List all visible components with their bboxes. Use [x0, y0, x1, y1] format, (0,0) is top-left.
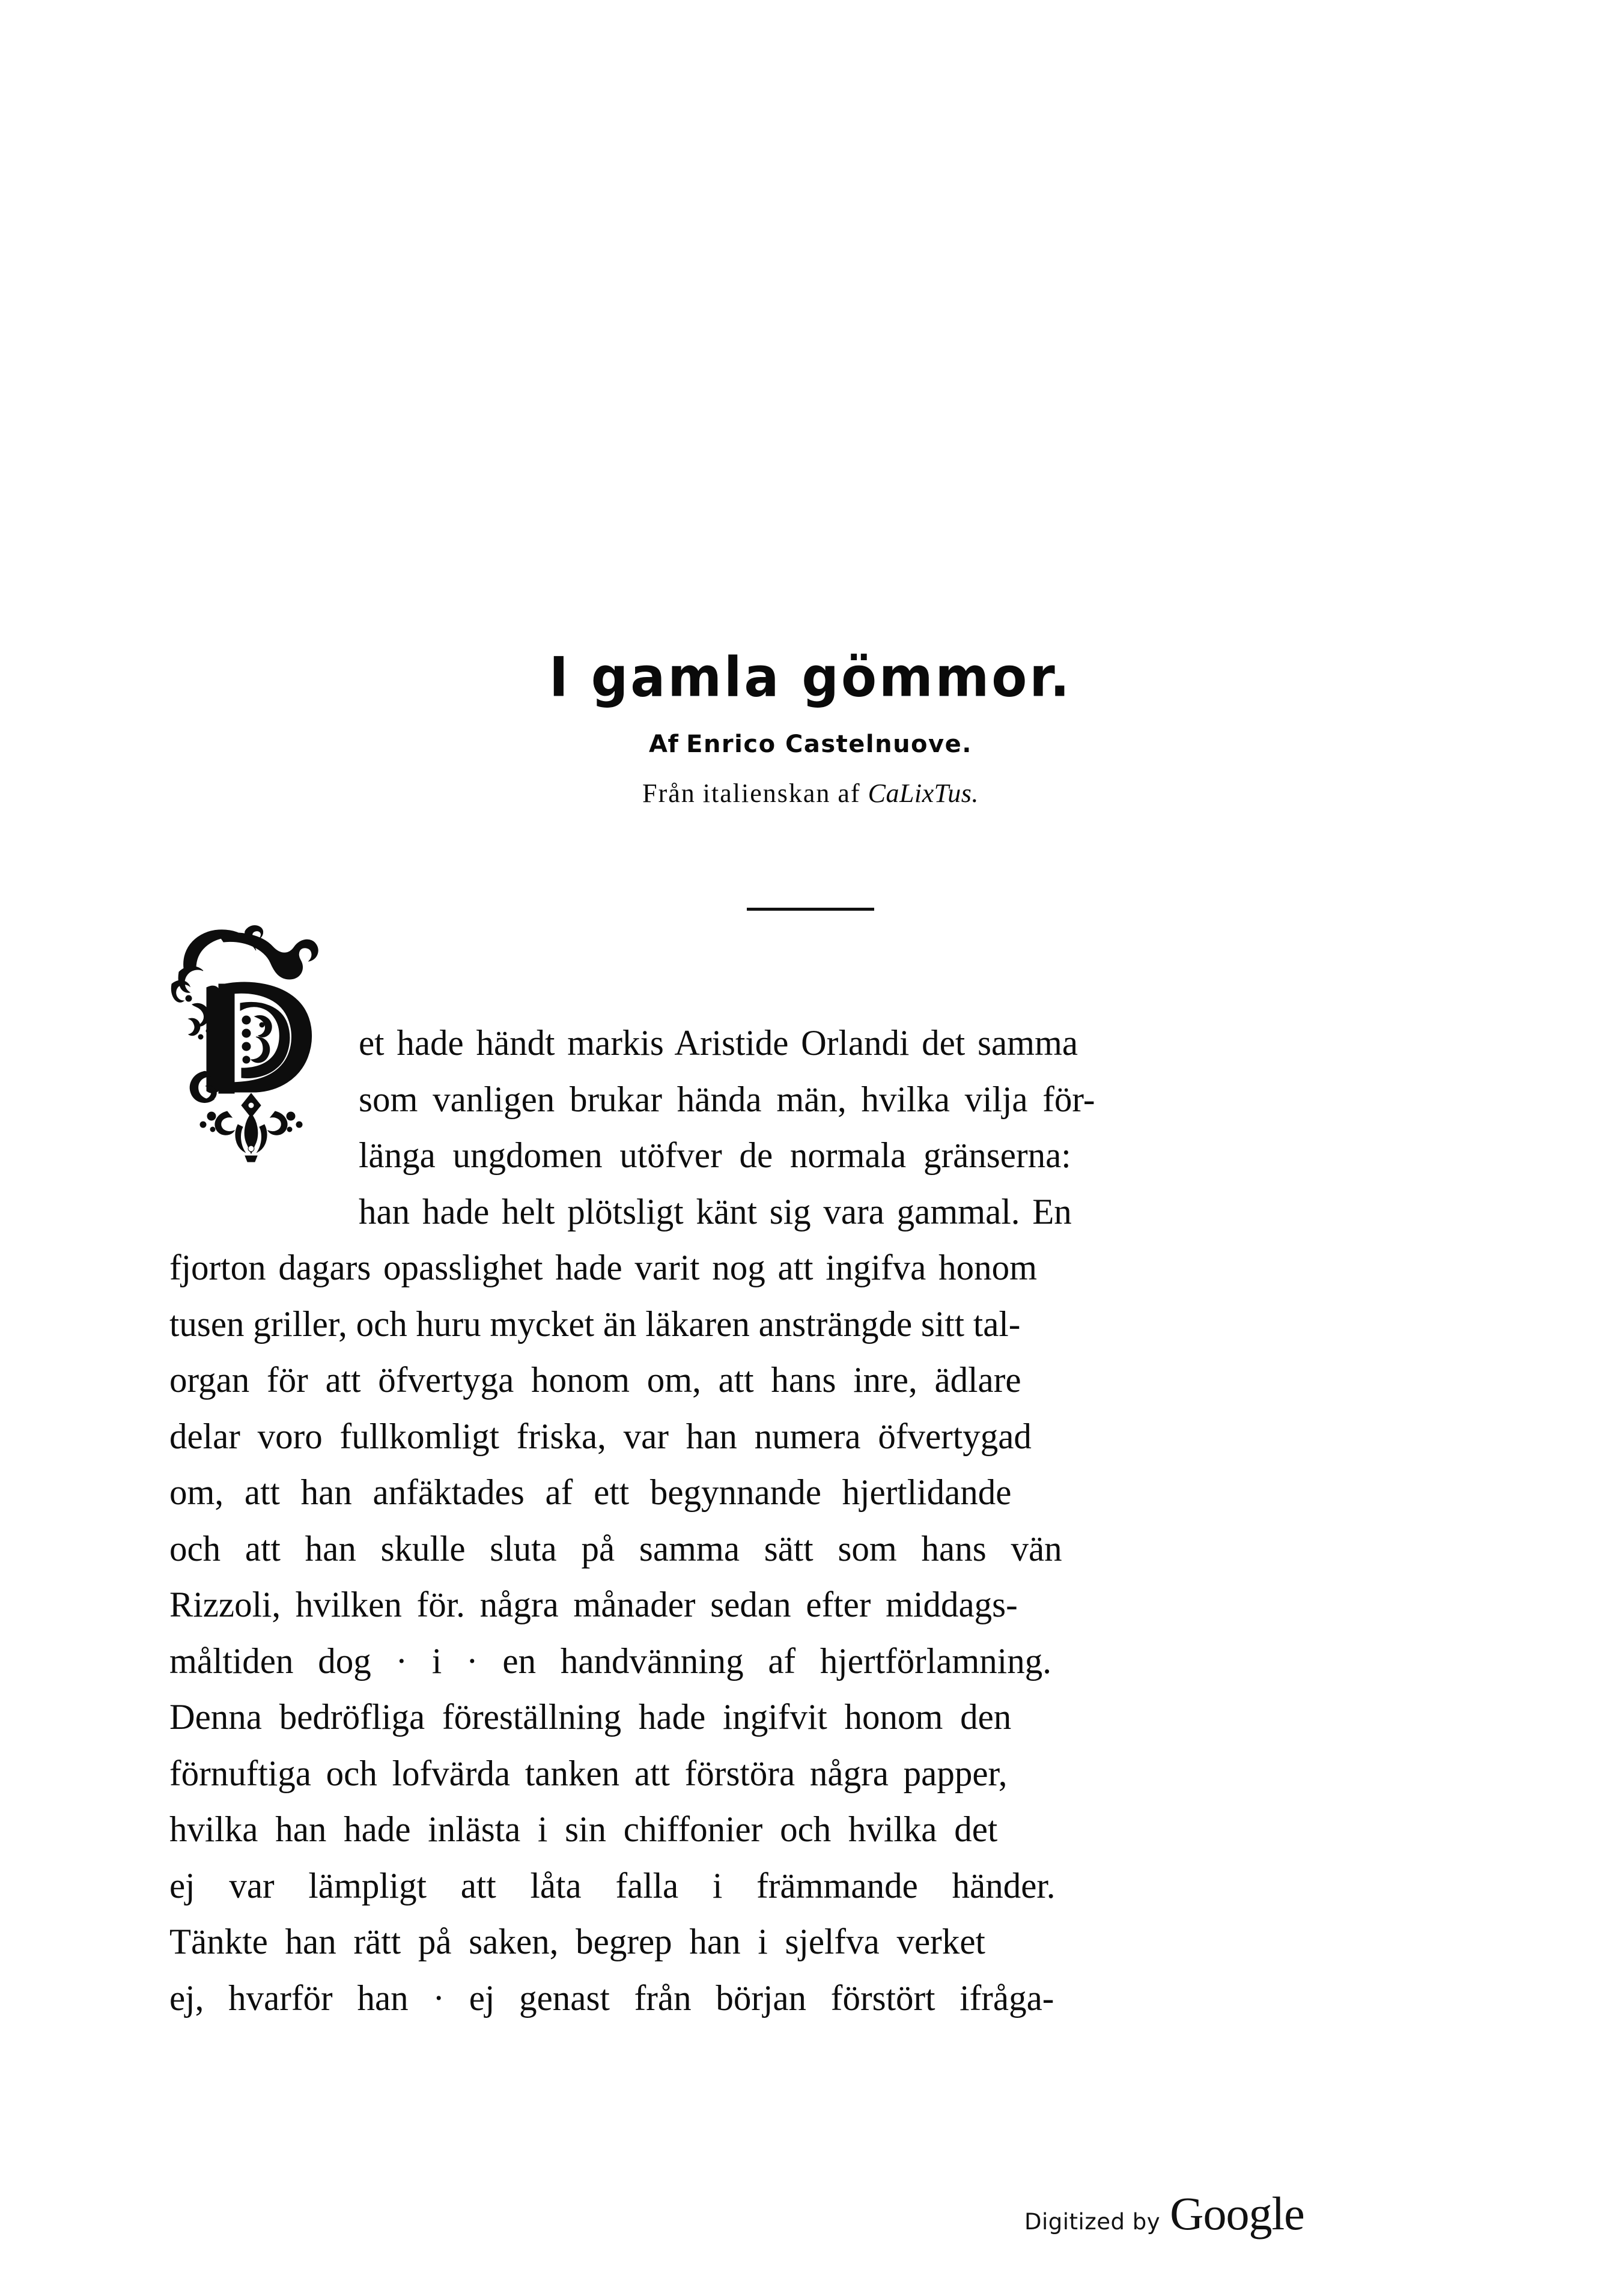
body-line: förnuftiga och lofvärda tanken att förstöra några papper, — [169, 1752, 1008, 1793]
body-line: som vanligen brukar hända män, hvilka vilja för- — [359, 1078, 1095, 1119]
byline-prefix: Af — [649, 730, 679, 758]
body-paragraph — [169, 1014, 1371, 2025]
body-line: Tänkte han rätt på saken, begrep han i sjelfva verket — [169, 1921, 985, 1962]
page-title: I gamla gömmor. — [549, 646, 1072, 709]
body-line: måltiden dog · i · en handvänning af hjertförlamning. — [169, 1639, 1051, 1681]
byline — [0, 731, 1621, 758]
translator-line — [0, 779, 1621, 808]
body-line: tusen griller, och huru mycket än läkaren ansträngde sitt tal- — [169, 1302, 1021, 1344]
byline-author: Enrico Castelnuove. — [686, 730, 972, 758]
body-line: et hade händt markis Aristide Orlandi det samma — [359, 1022, 1078, 1063]
body-line: hvilka han hade inlästa i sin chiffonier och hvilka det — [169, 1808, 998, 1850]
digitized-by-label: Digitized by — [1024, 2209, 1161, 2235]
body-line: länga ungdomen utöfver de normala gränserna: — [359, 1134, 1071, 1176]
body-line: fjorton dagars opasslighet hade varit nog att ingifva honom — [169, 1247, 1038, 1288]
body-line: och att han skulle sluta på samma sätt som hans vän — [169, 1527, 1062, 1569]
translator-pseudonym: CaLixTus. — [868, 779, 979, 808]
section-divider — [0, 903, 1621, 914]
body-line: Rizzoli, hvilken för. några månader sedan efter middags- — [169, 1584, 1018, 1625]
divider-rule — [747, 908, 874, 911]
body-line: ej var lämpligt att låta falla i främmande händer. — [169, 1864, 1056, 1906]
digitized-by-footer — [1024, 2187, 1304, 2241]
body-line: ej, hvarför han · ej genast från början förstört ifråga- — [169, 1976, 1054, 2018]
body-line: han hade helt plötsligt känt sig vara gammal. En — [359, 1190, 1072, 1232]
body-line: Denna bedröfliga föreställning hade ingifvit honom den — [169, 1696, 1012, 1737]
body-line: organ för att öfvertyga honom om, att hans inre, ädlare — [169, 1359, 1021, 1400]
translator-prefix: Från — [642, 779, 696, 808]
body-line: om, att han anfäktades af ett begynnande hjertlidande — [169, 1471, 1012, 1513]
google-wordmark: Google — [1170, 2187, 1304, 2240]
body-line: delar voro fullkomligt friska, var han numera öfvertygad — [169, 1415, 1032, 1456]
title-block — [0, 646, 1621, 808]
translator-source-language: italienskan — [702, 779, 831, 808]
translator-by: af — [838, 779, 861, 808]
